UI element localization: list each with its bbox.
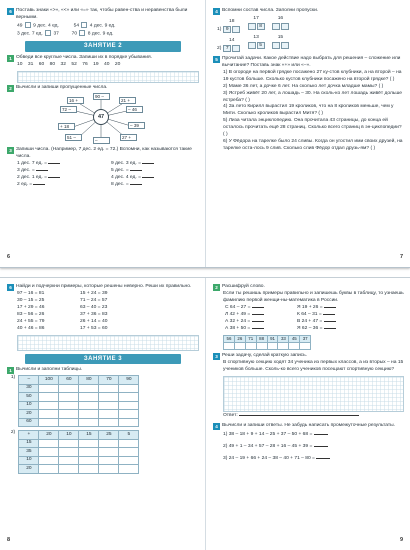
equation-line: 1 дес. 7 ед. = xyxy=(17,161,105,168)
table-block-1: 1) – 100 60 80 70 90 30 50 10 20 60 xyxy=(7,375,199,427)
star-box[interactable]: 72 – xyxy=(60,106,77,113)
decode-line: В 24 + 47 = xyxy=(297,319,363,326)
decode-columns xyxy=(213,305,363,333)
composition-item: 13 5 xyxy=(247,35,265,49)
compare-value: 49 xyxy=(17,23,23,29)
task-number: 1 xyxy=(7,55,14,62)
task-text: Вычисли и запиши ответы. Не забудь написать промежуточные результаты. xyxy=(222,422,395,428)
answer-box[interactable] xyxy=(45,30,51,36)
page-6 xyxy=(0,0,205,267)
chain-item: 3) 24 – 19 + 66 + 24 – 38 – 40 + 71 – 80 = xyxy=(223,456,404,463)
example: 37 + 36 = 83 xyxy=(80,311,108,317)
task-number: 6 xyxy=(7,8,14,15)
problem-item: 5) Лиза читала энциклопедию. Она прочитала 43 страницы, до конца ей осталось прочитать ещё 28 страниц. Сколько всего страниц в эн-циклопедии? ( ) xyxy=(223,118,402,138)
decode-answer-table: 56 26 71 88 91 33 45 37 xyxy=(223,335,311,350)
chain-item: 2) 49 + 1 – 34 + 57 – 28 + 16 – 45 + 39 = xyxy=(223,444,404,451)
spread-pages-8-9 xyxy=(0,277,410,550)
task-number: 4 xyxy=(213,8,220,15)
compare-row-1 xyxy=(7,22,199,30)
answer-box[interactable] xyxy=(79,30,85,36)
row-label: 2) xyxy=(217,45,222,51)
task-intro: Если ты решишь примеры правильно и запишешь буквы в таблицу, то узнаешь фамилию первой женщи-ны-математика в России. xyxy=(223,291,404,303)
task-text: Вычисли и запиши пропущенные числа. xyxy=(16,84,108,90)
star-box[interactable]: – 39 xyxy=(128,122,145,129)
task-number: 6 xyxy=(7,284,14,291)
task-text: Прочитай задачи. Какое действие надо выбрать для решения – сложение или вычитание? Поставь знак «+» или «–». xyxy=(222,55,401,68)
example: 97 – 16 = 81 xyxy=(17,291,45,296)
page-number: 8 xyxy=(7,537,11,544)
chain-list xyxy=(213,432,404,463)
equation-line: 2 дес. 1 ед. = xyxy=(17,175,105,182)
answer-grid[interactable] xyxy=(17,71,199,83)
example: 26 + 14 = 40 xyxy=(80,318,108,324)
example: 24 + 55 = 79 xyxy=(17,318,45,324)
answer-box[interactable] xyxy=(232,26,240,33)
problem-item: 6) У Фёдора на тарелке было 24 сливы. Когда он угостил ими своих друзей, на тарелке оста-лось 9 слив. Сколько слив Фёдор отдал друзь-ям? ( ) xyxy=(223,139,403,152)
page-9 xyxy=(205,278,410,550)
answer-grid[interactable] xyxy=(17,335,199,351)
compare-value: 37 xyxy=(53,31,59,37)
problem-item: 4) За лето Кирилл вырастил 19 кроликов, что на 8 кроликов меньше, чем у Мити. Сколько кроликов вырастил Митя? ( ) xyxy=(223,104,394,117)
compare-value: 3 дес. 7 ед. xyxy=(17,31,43,37)
decode-line: Л 42 + 49 = xyxy=(225,312,291,319)
task-number: 2 xyxy=(213,284,220,291)
example: 17 + 29 = 46 xyxy=(17,304,45,310)
compare-row-2 xyxy=(7,30,199,38)
equation-line: 3 дес. = xyxy=(17,168,105,175)
example: 15 + 24 = 39 xyxy=(80,291,108,296)
write-numbers-columns xyxy=(7,161,199,189)
answer-box[interactable] xyxy=(272,23,280,30)
equation-line: 2 ед. = xyxy=(17,182,105,189)
decode-line: С 64 – 27 = xyxy=(225,305,291,312)
task-text: Найди и подчеркни примеры, которые решены неверно. Реши их правильно. xyxy=(16,284,192,289)
task-3-word-problem xyxy=(213,353,404,420)
task-number: 2 xyxy=(7,85,14,92)
example: 30 – 15 = 25 xyxy=(17,297,45,303)
problem-list xyxy=(213,70,404,153)
page-8 xyxy=(0,278,205,550)
star-center-number: 47 xyxy=(93,109,109,125)
page-number: 6 xyxy=(7,254,11,261)
task-3-write-numbers xyxy=(7,147,199,189)
example: 83 – 56 = 26 xyxy=(17,311,45,317)
task-2-missing-numbers xyxy=(7,85,199,145)
task-text: Запиши числа. (Например, 7 дес. 2 ед. = 72.) Вспомни, как называются такие числа. xyxy=(16,146,192,159)
decode-line: Я 62 – 36 = xyxy=(297,326,363,333)
star-box[interactable]: 16 + xyxy=(67,97,84,104)
problem-item: 3) Ястреб живёт 20 лет, а лошадь – 30. На сколь-ко лет лошадь живёт дольше ястреба? ( ) xyxy=(223,90,403,103)
task-number: 3 xyxy=(213,353,220,360)
task-text: Поставь знаки «>», «<» или «=» так, чтобы равен-ства и неравенства были верными. xyxy=(16,8,188,20)
task-4-chain-calculations xyxy=(213,423,404,463)
lesson-banner: ЗАНЯТИЕ 3 xyxy=(25,354,181,365)
answer-box[interactable] xyxy=(81,22,87,28)
number-list: 10 31 60 80 32 52 76 19 40 20 xyxy=(17,61,121,67)
composition-row-2 xyxy=(213,35,404,53)
task-5-choose-operation xyxy=(213,56,404,153)
composition-item: 14 7 xyxy=(223,38,241,52)
compare-value: 8 дес. 9 ед. xyxy=(87,31,114,37)
calc-table-subtract: – 100 60 80 70 90 30 50 10 20 60 xyxy=(18,375,139,427)
compare-value: 4 дес. 9 ед. xyxy=(89,23,116,29)
compare-value: 54 xyxy=(73,23,80,29)
star-box[interactable]: 21 + xyxy=(119,97,136,104)
decode-line: Я 19 + 26 = xyxy=(297,305,363,312)
equation-line: 8 дес. = xyxy=(111,182,199,189)
compare-value: 9 дес. 4 ед. xyxy=(33,23,59,29)
examples-columns xyxy=(7,291,137,333)
task-6-check-examples xyxy=(7,284,199,351)
star-box[interactable]: + 18 xyxy=(58,123,75,130)
row-label: 1) xyxy=(217,26,222,32)
task-1-fill-tables xyxy=(7,367,199,474)
task-4-number-composition xyxy=(213,8,404,53)
star-box[interactable]: – 46 xyxy=(126,106,143,113)
page-number: 9 xyxy=(399,537,403,544)
composition-row-1 xyxy=(213,16,404,34)
answer-box[interactable] xyxy=(25,22,31,28)
answer-grid[interactable] xyxy=(223,376,404,412)
star-box[interactable]: – xyxy=(93,137,110,144)
spread-pages-6-7 xyxy=(0,0,410,268)
answer-box[interactable] xyxy=(248,23,256,30)
lesson-banner: ЗАНЯТИЕ 2 xyxy=(25,41,181,52)
task-text: Реши задачу, сделай краткую запись. xyxy=(222,352,308,358)
decode-line: К 64 – 31 = xyxy=(297,312,363,319)
composition-item: 15 xyxy=(271,35,289,49)
task-number: 3 xyxy=(7,147,14,154)
problem-item: 1) В огороде на первой грядке посажено 27 ку-стов клубники, а на второй – на 19 кустов больше. Сколько кустов клубники посажено на второй грядке? ( ) xyxy=(223,69,402,82)
answer-box[interactable] xyxy=(281,42,289,49)
star-box[interactable]: 51 – xyxy=(65,134,82,141)
equation-line: 9 дес. 3 ед. = xyxy=(111,161,199,168)
decode-line: А 38 + 50 = xyxy=(225,326,291,333)
problem-text: В спортивную секцию ходят 34 ученика из первых классов, а из вторых – на 15 учеников больше. Сколь-ко всего учеников посещают спортивную секцию? xyxy=(223,359,404,372)
answer-box[interactable] xyxy=(248,42,256,49)
task-number: 5 xyxy=(213,56,220,63)
task-number: 4 xyxy=(213,423,220,430)
page-7 xyxy=(205,0,410,267)
star-box[interactable]: 27 + xyxy=(120,134,137,141)
answer-box[interactable] xyxy=(272,42,280,49)
task-1-round-numbers xyxy=(7,55,199,83)
page-number: 7 xyxy=(399,254,403,261)
example: 40 + 46 = 86 xyxy=(17,325,45,331)
task-text: Расшифруй слово. xyxy=(222,284,265,289)
example: 71 – 24 = 57 xyxy=(80,297,108,303)
decode-line: А 32 + 24 = xyxy=(225,319,291,326)
answer-line: Ответ: xyxy=(213,413,404,420)
answer-box[interactable] xyxy=(281,23,289,30)
task-number: 1 xyxy=(7,367,14,374)
chain-item: 1) 38 – 18 + 9 + 14 – 25 + 37 – 50 + 68 = xyxy=(223,432,404,439)
task-2-decode-word xyxy=(213,284,404,350)
composition-item: 18 9 xyxy=(223,19,241,33)
problem-item: 2) Маме 36 лет, а дочке 6 лет. На сколько лет дочка младше мамы? ( ) xyxy=(223,83,384,89)
composition-item: 16 xyxy=(271,16,289,30)
table-block-2: 2) + 20 10 15 25 5 15 35 10 20 xyxy=(7,430,199,474)
composition-item: 17 8 xyxy=(247,16,265,30)
task-6-compare xyxy=(7,8,199,38)
compare-value: 70 xyxy=(71,31,78,37)
calc-table-add: + 20 10 15 25 5 15 35 10 20 xyxy=(18,430,139,474)
equation-line: 5 дес. = xyxy=(111,168,199,175)
example: 63 – 40 = 23 xyxy=(80,304,108,310)
example: 17 + 53 = 60 xyxy=(80,325,108,331)
number-star-diagram xyxy=(53,93,153,145)
equation-line: 4 дес. 4 ед. = xyxy=(111,175,199,182)
answer-box[interactable] xyxy=(232,45,240,52)
task-text: Вспомни состав числа. Заполни пропуски. xyxy=(222,8,319,13)
star-box[interactable]: 90 – xyxy=(93,93,110,100)
task-text: Обведи все круглые числа. Запиши их в порядке убывания. xyxy=(16,54,153,60)
task-text: Вычисли и заполни таблицы. xyxy=(16,367,83,373)
